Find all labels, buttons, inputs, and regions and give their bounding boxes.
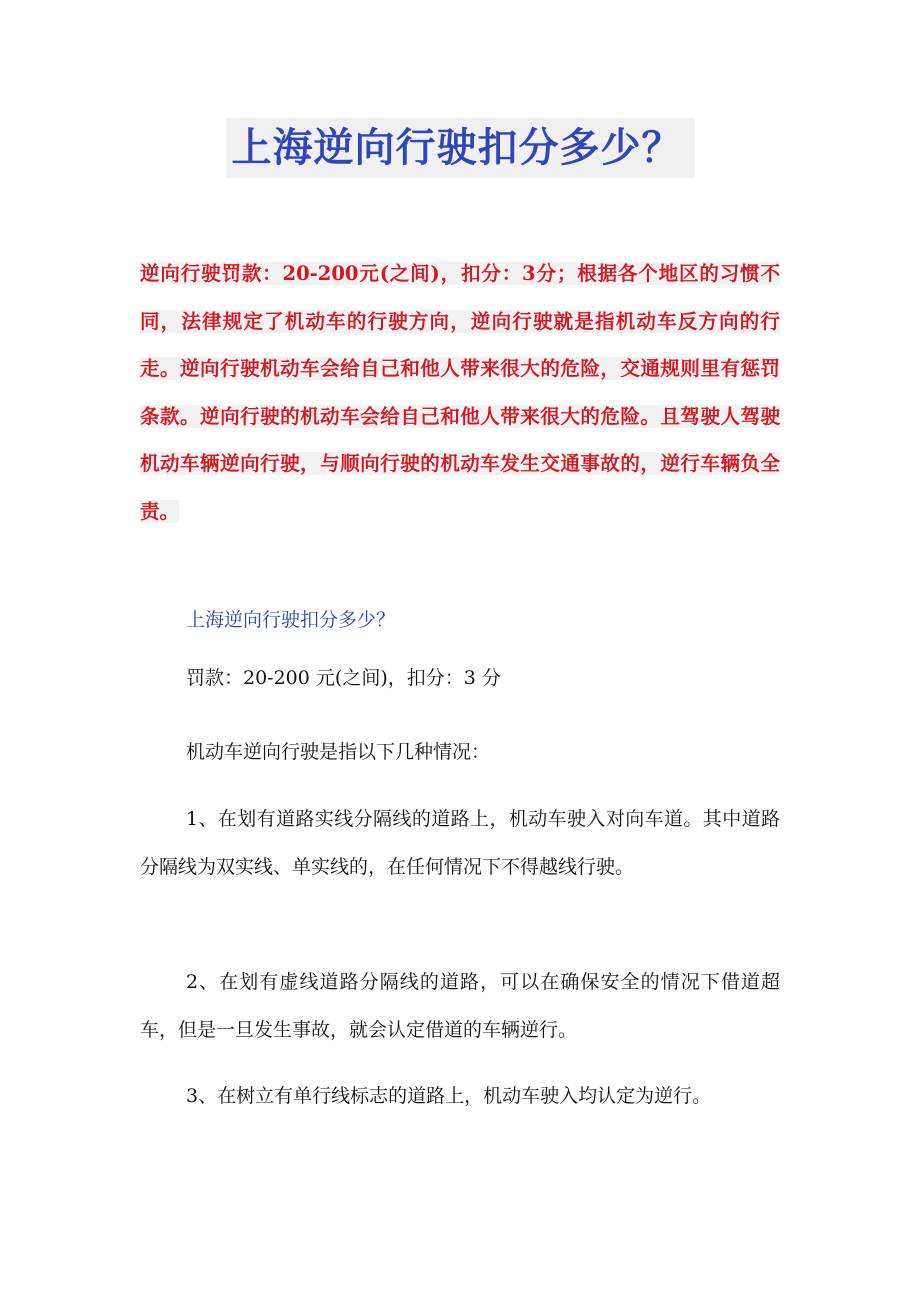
intro-line: 机动车逆向行驶是指以下几种情况：	[186, 741, 491, 763]
summary-text: 逆向行驶罚款：20-200元(之间)，扣分：3分；根据各个地区的习惯不同，法律规定了机动车的行驶方向，逆向行驶就是指机动车反方向的行走。逆向行驶机动车会给自己和他人带来很大的危险，交通规则里有惩罚条款。逆向行驶的机动车会给自己和他人带来很大的危险。且驾驶人驾驶机动车辆逆向行驶，与顺向行驶的机动车发生交通事故的，逆行车辆负全责。	[140, 262, 780, 523]
list-item-2: 2、在划有虚线道路分隔线的道路，可以在确保安全的情况下借道超车，但是一旦发生事故，就会认定借道的车辆逆行。	[140, 971, 780, 1041]
document-title: 上海逆向行驶扣分多少？	[226, 118, 695, 178]
title-container	[0, 118, 920, 178]
fine-line: 罚款：20-200 元(之间)，扣分：3 分	[186, 667, 501, 689]
section-heading: 上海逆向行驶扣分多少？	[186, 609, 396, 631]
list-item-3: 3、在树立有单行线标志的道路上，机动车驶入均认定为逆行。	[186, 1085, 712, 1107]
summary-paragraph	[140, 250, 780, 535]
list-item-1: 1、在划有道路实线分隔线的道路上，机动车驶入对向车道。其中道路分隔线为双实线、单实线的，在任何情况下不得越线行驶。	[140, 808, 780, 878]
